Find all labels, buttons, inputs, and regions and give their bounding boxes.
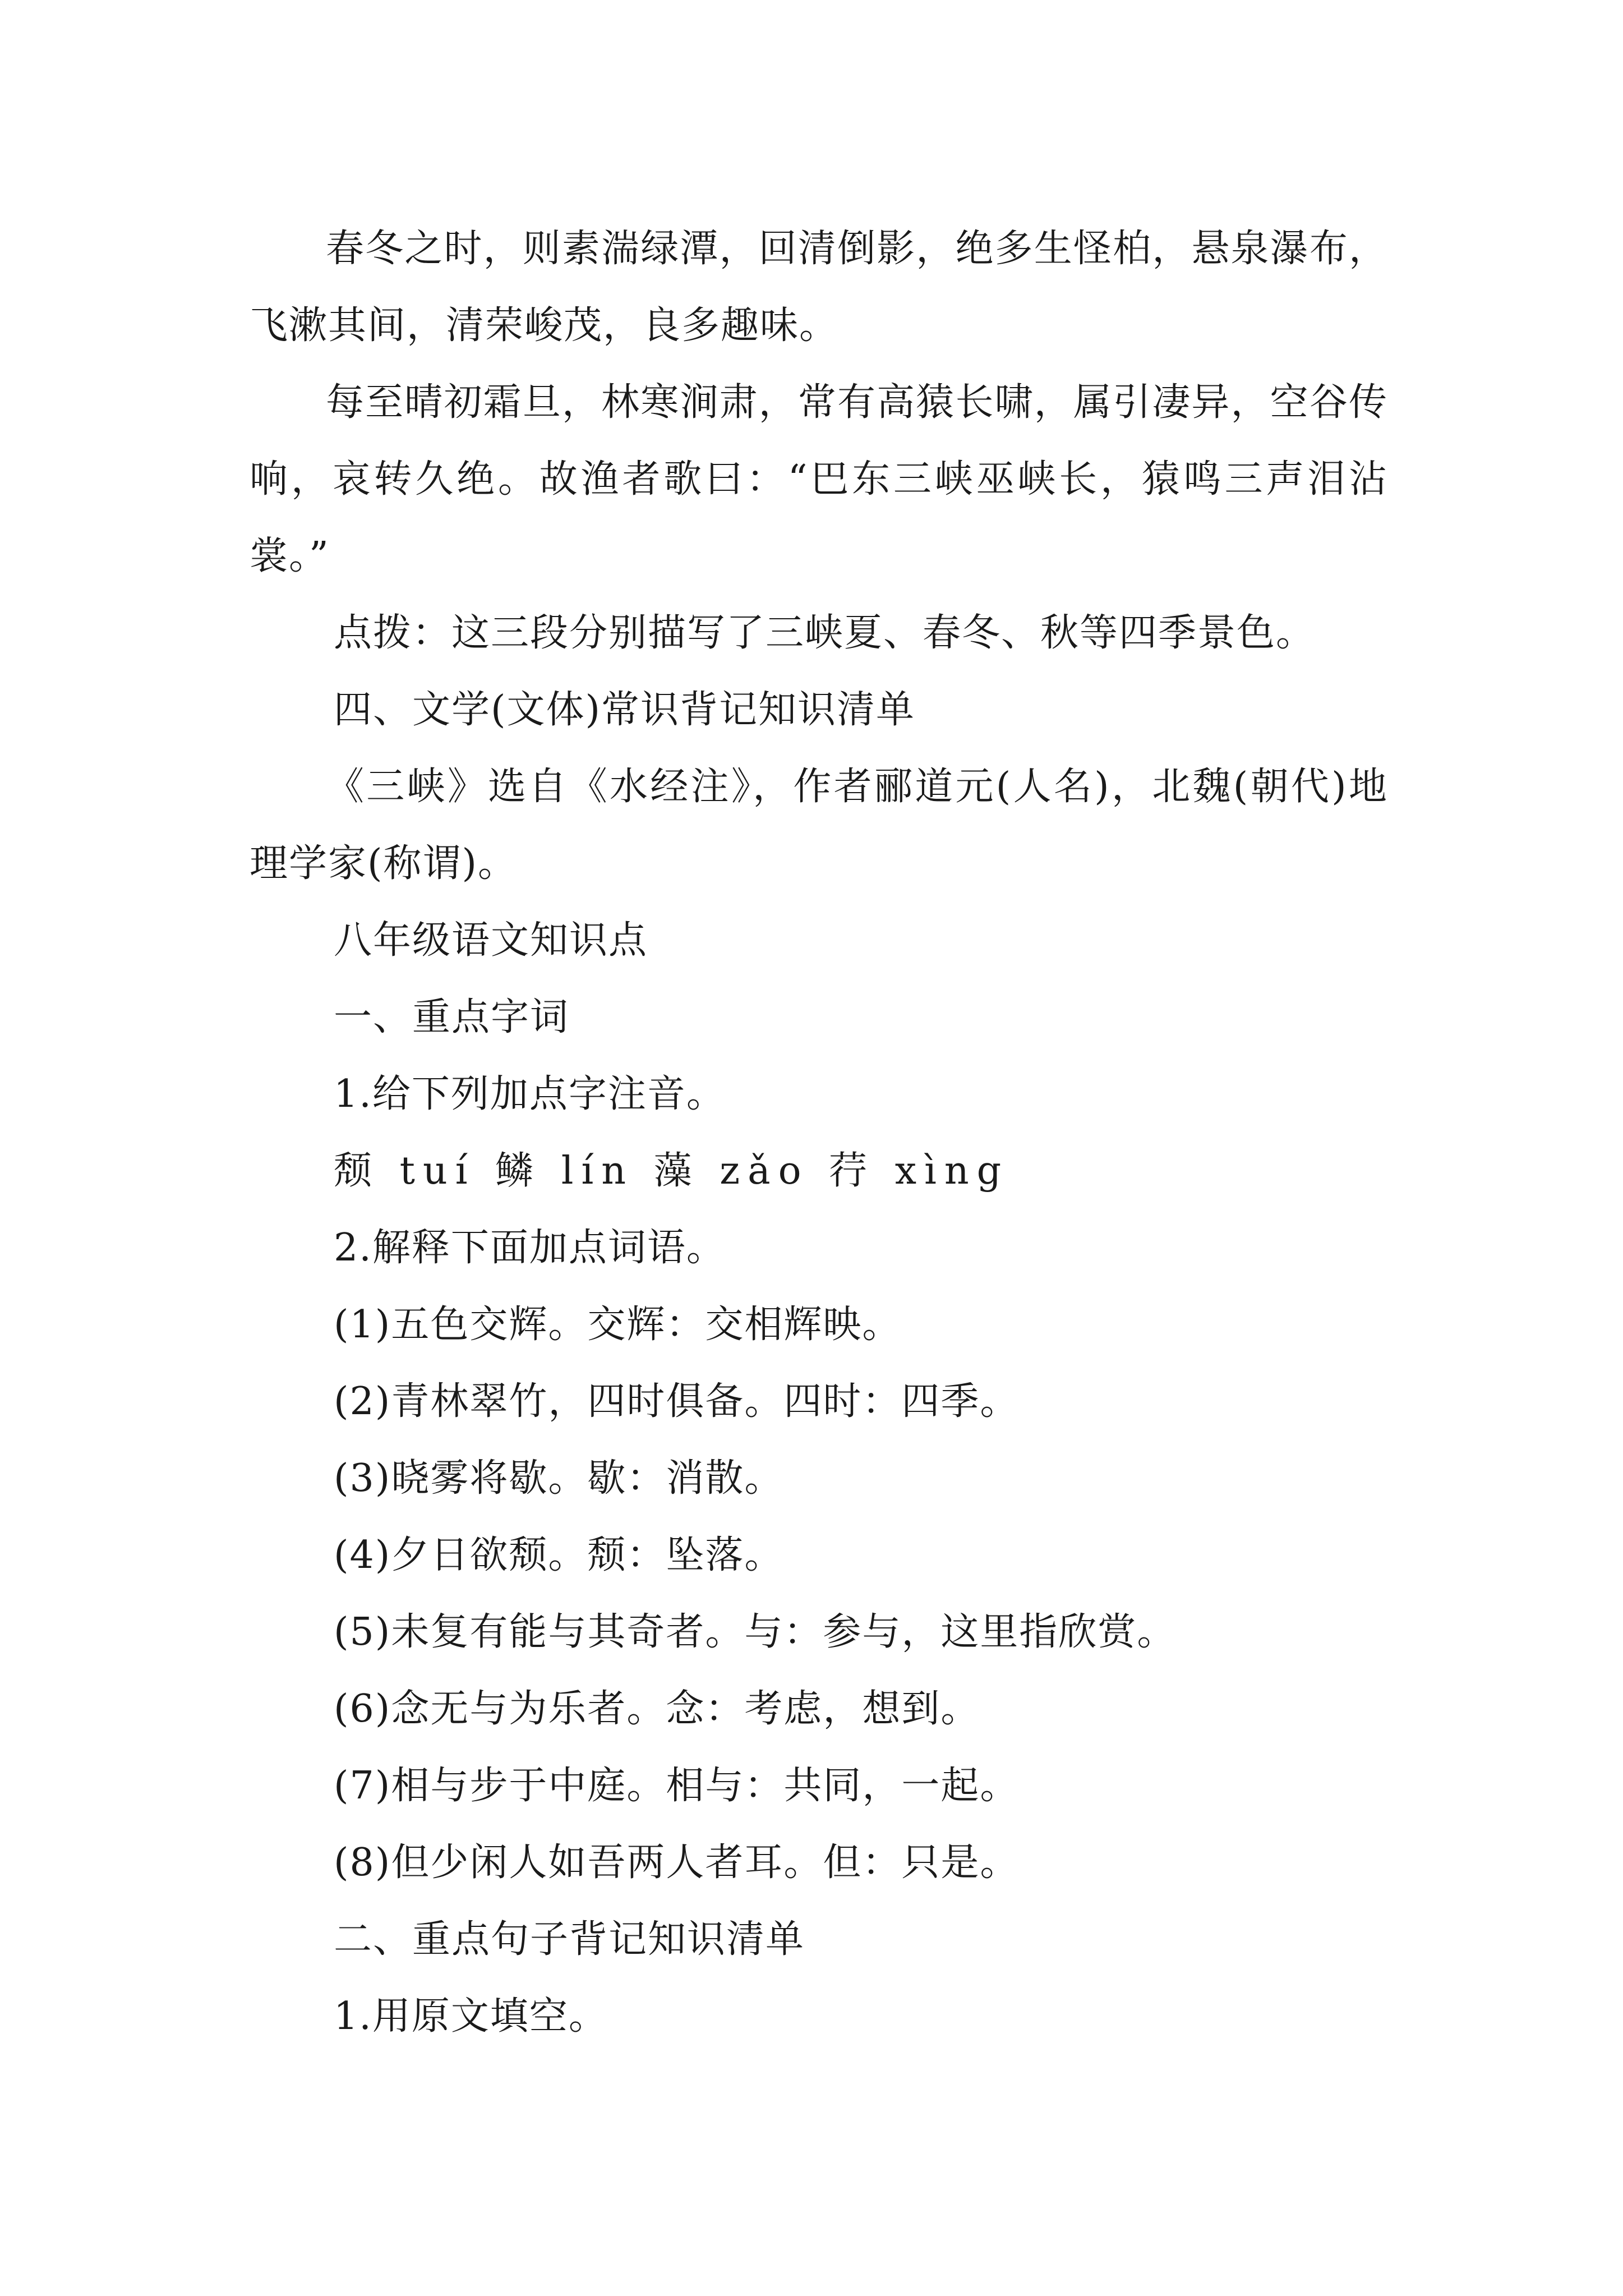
paragraph-spring-winter: 春冬之时，则素湍绿潭，回清倒影，绝多生怪柏，悬泉瀑布，飞漱其间，清荣峻茂，良多趣味。	[250, 227, 1388, 348]
paragraph-source: 《三峡》选自《水经注》，作者郦道元(人名)，北魏(朝代)地理学家(称谓)。	[250, 765, 1388, 886]
question-1: 1.给下列加点字注音。	[334, 1072, 726, 1116]
question-2: 2.解释下面加点词语。	[334, 1226, 726, 1270]
note-line: 点拨：这三段分别描写了三峡夏、春冬、秋等四季景色。	[334, 611, 1316, 655]
list-item: (2)青林翠竹，四时俱备。四时：四季。	[334, 1379, 1020, 1424]
document-subtitle: 八年级语文知识点	[334, 918, 648, 963]
list-item: (7)相与步于中庭。相与：共同，一起。	[334, 1764, 1020, 1808]
question-fill-blank: 1.用原文填空。	[334, 1994, 608, 2039]
list-item: (5)未复有能与其奇者。与：参与，这里指欣赏。	[334, 1610, 1177, 1654]
section-heading-literature: 四、文学(文体)常识背记知识清单	[334, 688, 916, 732]
list-item: (6)念无与为乐者。念：考虑，想到。	[334, 1687, 980, 1731]
section-heading-sentences: 二、重点句子背记知识清单	[334, 1917, 805, 1962]
section-heading-words: 一、重点字词	[334, 995, 570, 1039]
list-item: (1)五色交辉。交辉：交相辉映。	[334, 1303, 902, 1347]
list-item: (4)夕日欲颓。颓：坠落。	[334, 1533, 784, 1577]
pinyin-line: 颓 tuí 鳞 lín 藻 zǎo 荇 xìng	[334, 1149, 1009, 1193]
list-item: (3)晓雾将歇。歇：消散。	[334, 1456, 784, 1501]
document-body	[250, 210, 1388, 2055]
paragraph-autumn: 每至晴初霜旦，林寒涧肃，常有高猿长啸，属引凄异，空谷传响，哀转久绝。故渔者歌曰：“巴东三峡巫峡长，猿鸣三声泪沾裳。”	[250, 380, 1388, 578]
list-item: (8)但少闲人如吾两人者耳。但：只是。	[334, 1841, 1020, 1885]
